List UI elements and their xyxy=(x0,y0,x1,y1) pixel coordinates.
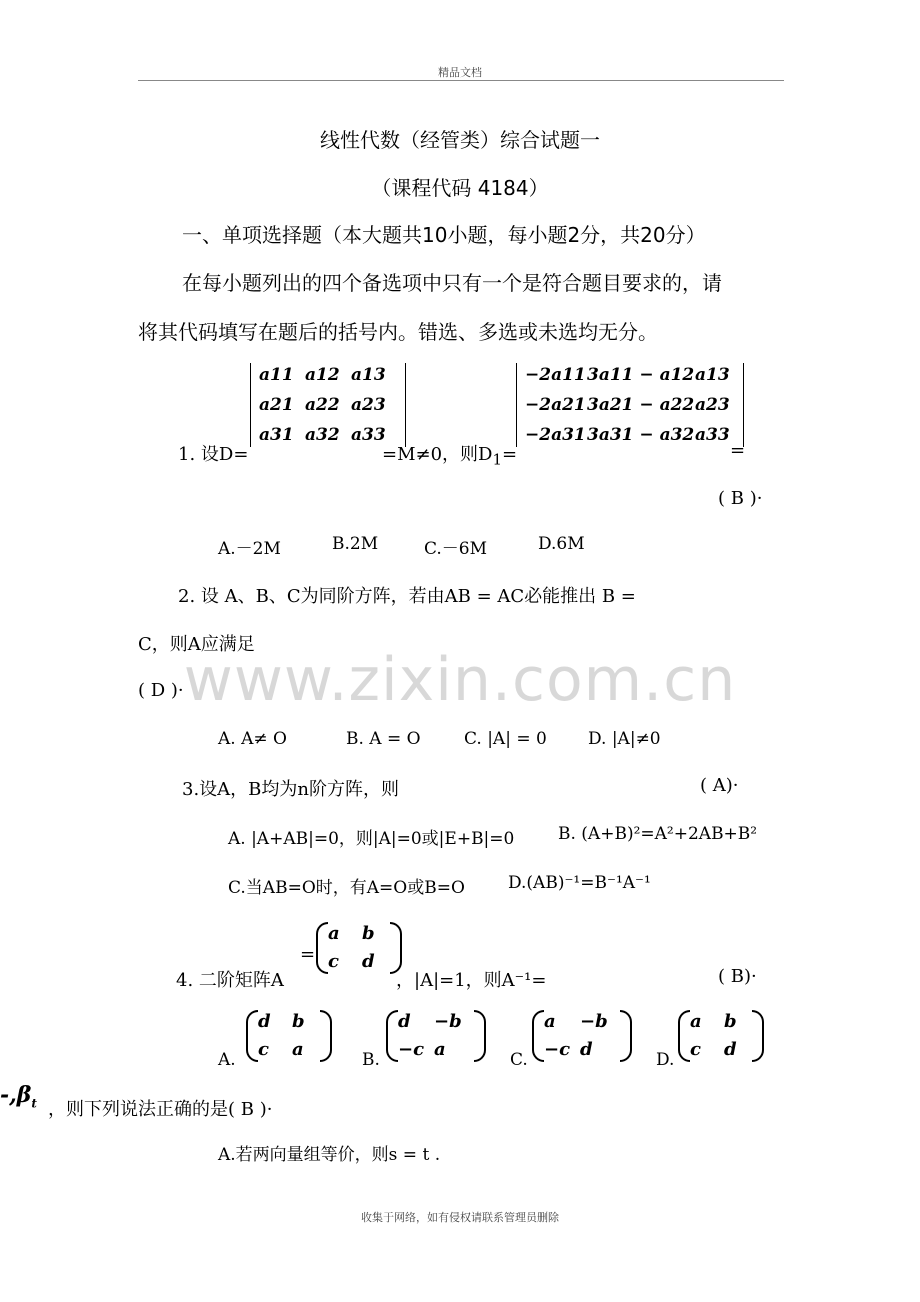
det-entry: a33 xyxy=(351,425,386,445)
matrix-entry: c xyxy=(690,1039,701,1060)
intro-line-1: 在每小题列出的四个备选项中只有一个是符合题目要求的，请 xyxy=(182,271,722,295)
doc-subtitle: （课程代码 4184） xyxy=(371,176,549,200)
q1-option-b: B.2M xyxy=(332,534,379,554)
det-entry: −2a11 xyxy=(525,365,586,385)
q4-lead: 4. 二阶矩阵A xyxy=(176,970,284,991)
q4-matrix-a xyxy=(316,922,402,974)
q1-option-a: A.－2M xyxy=(218,539,281,559)
q1-mid-text: =M≠0，则D xyxy=(382,444,493,465)
q4-equals: = xyxy=(300,944,316,965)
q1-answer: ( B )· xyxy=(718,488,763,509)
det-entry: a11 xyxy=(259,365,294,385)
q1-determinant-d1 xyxy=(516,363,744,447)
matrix-entry: −b xyxy=(580,1011,608,1032)
q4-option-b-matrix xyxy=(386,1010,486,1062)
q1-eq: = xyxy=(502,444,518,465)
q4-option-c-matrix xyxy=(532,1010,632,1062)
matrix-entry: a xyxy=(544,1011,556,1032)
q5-fragment xyxy=(0,1082,37,1110)
matrix-entry: d xyxy=(258,1011,271,1032)
q1-option-d: D.6M xyxy=(538,534,585,554)
matrix-entry: −c xyxy=(398,1039,425,1060)
q1-subscript: 1 xyxy=(492,450,503,469)
det-entry: −2a21 xyxy=(525,395,586,415)
matrix-entry: a xyxy=(690,1011,702,1032)
header-rule xyxy=(138,80,784,81)
q2-line-1: 2. 设 A、B、C为同阶方阵，若由AB = AC必能推出 B = xyxy=(178,586,636,607)
matrix-entry: a xyxy=(328,923,340,944)
q2-option-d: D. |A|≠0 xyxy=(588,729,661,749)
det-entry: a13 xyxy=(351,365,386,385)
matrix-entry: d xyxy=(724,1039,737,1060)
doc-title: 线性代数（经管类）综合试题一 xyxy=(320,128,600,152)
q1-lead: 1. 设D= xyxy=(178,444,249,465)
q3-answer: ( A)· xyxy=(700,775,739,796)
matrix-entry: a xyxy=(434,1039,446,1060)
det-entry: a13 xyxy=(695,365,730,385)
watermark: www.zixin.com.cn xyxy=(183,645,737,715)
q3-option-d: D.(AB)⁻¹=B⁻¹A⁻¹ xyxy=(508,873,651,893)
page-header: 精品文档 xyxy=(438,66,482,79)
det-entry: 3a31 − a32 xyxy=(587,425,695,445)
matrix-entry: b xyxy=(362,923,375,944)
det-entry: 3a21 − a22 xyxy=(587,395,695,415)
det-entry: −2a31 xyxy=(525,425,586,445)
q1-determinant-d xyxy=(250,363,406,447)
q4-answer: ( B)· xyxy=(718,966,757,987)
det-entry: a21 xyxy=(259,395,294,415)
q4-option-d-matrix xyxy=(678,1010,764,1062)
q2-option-c: C. |A| = 0 xyxy=(464,729,547,749)
matrix-entry: b xyxy=(292,1011,305,1032)
matrix-entry: d xyxy=(580,1039,593,1060)
q4-option-c-label: C. xyxy=(510,1050,528,1070)
q3-option-b: B. (A+B)²=A²+2AB+B² xyxy=(558,824,758,844)
q2-option-b: B. A = O xyxy=(346,729,421,749)
det-entry: a32 xyxy=(305,425,340,445)
matrix-entry: b xyxy=(724,1011,737,1032)
q5-frag-text: -,β xyxy=(0,1082,32,1108)
matrix-entry: a xyxy=(292,1039,304,1060)
det-entry: a31 xyxy=(259,425,294,445)
q4-option-a-matrix xyxy=(246,1010,332,1062)
q3-option-c: C.当AB=O时，有A=O或B=O xyxy=(228,878,465,898)
page-footer: 收集于网络，如有侵权请联系管理员删除 xyxy=(361,1211,559,1224)
det-entry: a22 xyxy=(305,395,340,415)
matrix-entry: d xyxy=(398,1011,411,1032)
matrix-entry: −c xyxy=(544,1039,571,1060)
det-entry: a23 xyxy=(351,395,386,415)
q5-frag-sub: t xyxy=(31,1096,37,1111)
matrix-entry: c xyxy=(328,951,339,972)
q3-option-a: A. |A+AB|=0，则|A|=0或|E+B|=0 xyxy=(228,829,515,849)
q3-stem: 3.设A，B均为n阶方阵，则 xyxy=(182,779,399,800)
q5-stem: ，则下列说法正确的是( B )· xyxy=(48,1099,273,1120)
q5-option-a: A.若两向量组等价，则s = t . xyxy=(218,1145,441,1165)
q2-line-2: C，则A应满足 xyxy=(138,634,255,655)
intro-line-2: 将其代码填写在题后的括号内。错选、多选或未选均无分。 xyxy=(138,320,658,344)
q4-option-b-label: B. xyxy=(362,1050,380,1070)
q4-option-a-label: A. xyxy=(218,1050,236,1070)
det-entry: a33 xyxy=(695,425,730,445)
q4-option-d-label: D. xyxy=(656,1050,675,1070)
q4-tail: ，|A|=1，则A⁻¹= xyxy=(396,970,547,991)
matrix-entry: −b xyxy=(434,1011,462,1032)
matrix-entry: c xyxy=(258,1039,269,1060)
q1-option-c: C.－6M xyxy=(424,539,488,559)
section-heading: 一、单项选择题（本大题共10小题，每小题2分，共20分） xyxy=(182,223,706,247)
q2-answer: ( D )· xyxy=(138,680,184,701)
det-entry: a12 xyxy=(305,365,340,385)
det-entry: 3a11 − a12 xyxy=(587,365,695,385)
q1-middle xyxy=(382,440,517,469)
det-entry: a23 xyxy=(695,395,730,415)
q1-end: = xyxy=(730,440,746,461)
q2-option-a: A. A≠ O xyxy=(218,729,287,749)
matrix-entry: d xyxy=(362,951,375,972)
